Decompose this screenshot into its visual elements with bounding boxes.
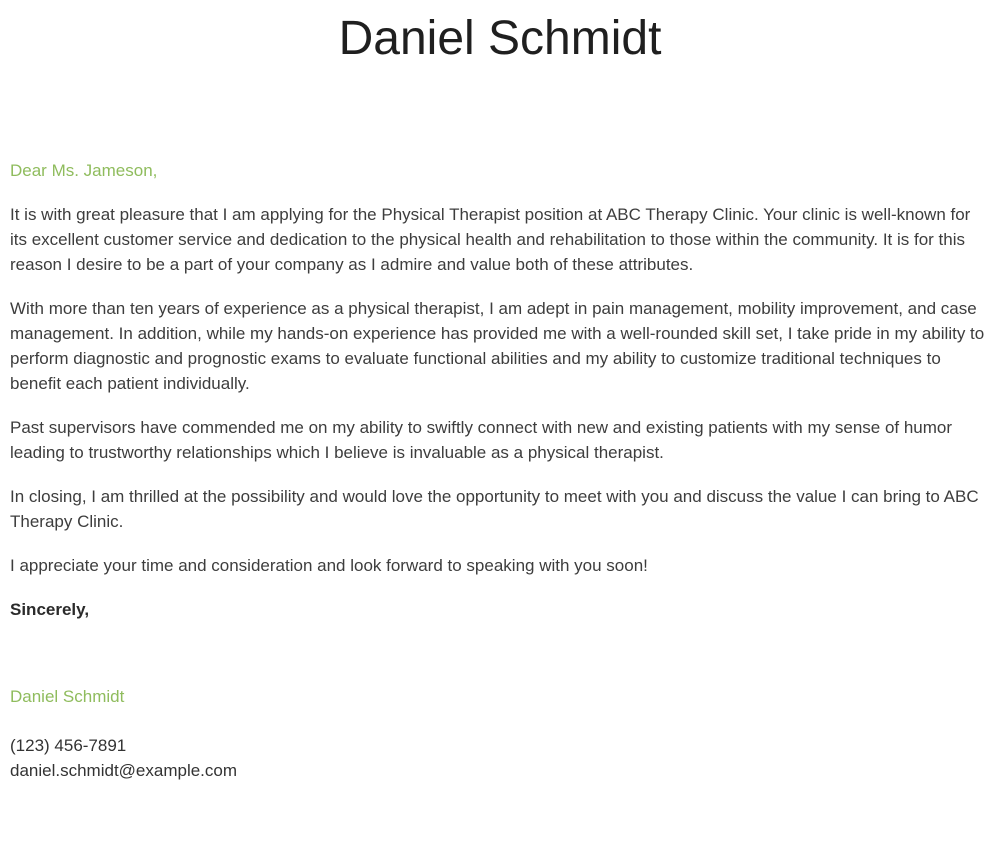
greeting-line: Dear Ms. Jameson, [10, 161, 158, 180]
body-paragraph-4: In closing, I am thrilled at the possibility and would love the opportunity to meet with you and discuss the value I can bring to ABC Therapy Clinic. [10, 487, 979, 531]
closing-line: Sincerely, [10, 600, 90, 619]
email-address: daniel.schmidt@example.com [10, 761, 238, 780]
phone-number: (123) 456-7891 [10, 736, 127, 755]
signature-name: Daniel Schmidt [10, 687, 125, 706]
contact-block [10, 733, 990, 783]
page-title: Daniel Schmidt [338, 12, 662, 65]
body-paragraph-5: I appreciate your time and consideration and look forward to speaking with you soon! [10, 556, 648, 575]
body-paragraph-3: Past supervisors have commended me on my ability to swiftly connect with new and existing patients with my sense of humor leading to trustworthy relationships which I believe is invaluable as a physical therapist. [10, 418, 953, 462]
body-paragraph-1: It is with great pleasure that I am applying for the Physical Therapist position at ABC Therapy Clinic. Your clinic is well-known for its excellent customer service and dedication to the physical health and rehabilitation to those within the community. It is for this reason I desire to be a part of your company as I admire and value both of these attributes. [10, 205, 971, 274]
body-paragraph-2: With more than ten years of experience as a physical therapist, I am adept in pain management, mobility improvement, and case management. In addition, while my hands-on experience has provided me with a well-rounded skill set, I take pride in my ability to perform diagnostic and prognostic exams to evaluate functional abilities and my ability to customize traditional techniques to benefit each patient individually. [10, 299, 985, 393]
